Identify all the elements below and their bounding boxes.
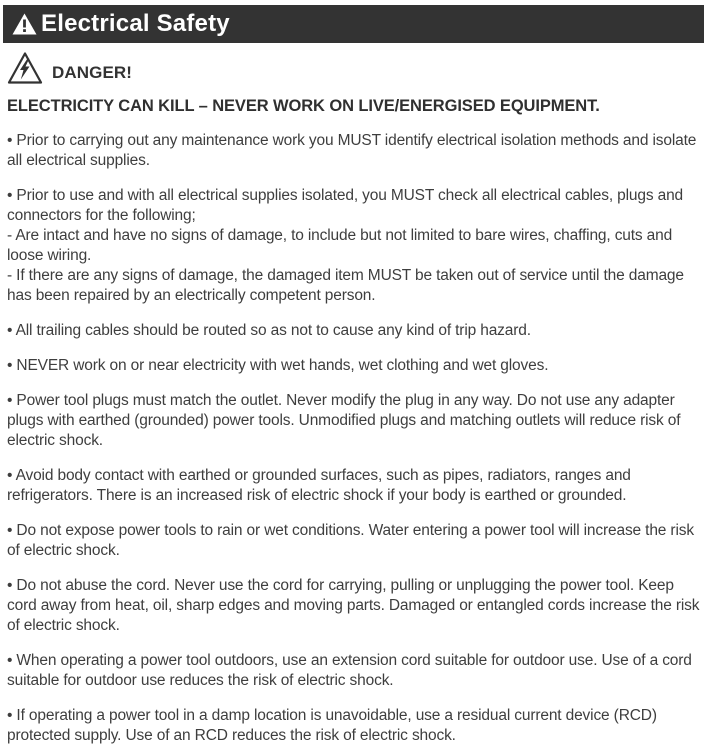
safety-paragraph	[7, 706, 702, 746]
warning-triangle-icon	[12, 13, 37, 35]
safety-paragraph	[7, 466, 702, 506]
bullet-text: • All trailing cables should be routed so as not to cause any kind of trip hazard.	[7, 322, 531, 339]
bullet-text: • When operating a power tool outdoors, use an extension cord suitable for outdoor use. Use of a cord suitable for outdoor use reduces the risk of electric shock.	[7, 652, 692, 689]
bullet-text: • If operating a power tool in a damp location is unavoidable, use a residual current device (RCD) protected supply. Use of an RCD reduces the risk of electric shock.	[7, 707, 657, 744]
safety-paragraph	[7, 521, 702, 561]
dash-subitem-text: - Are intact and have no signs of damage, to include but not limited to bare wires, chaffing, cuts and loose wiring.	[7, 227, 673, 264]
safety-paragraph	[7, 131, 702, 171]
high-voltage-icon	[7, 51, 43, 90]
bullet-text: • Prior to use and with all electrical supplies isolated, you MUST check all electrical cables, plugs and connectors for the following;	[7, 187, 684, 224]
dash-subitem-text: - If there are any signs of damage, the damaged item MUST be taken out of service until the damage has been repaired by an electrically competent person.	[7, 267, 684, 304]
bullet-text: • Do not abuse the cord. Never use the cord for carrying, pulling or unplugging the power tool. Keep cord away from heat, oil, sharp edges and moving parts. Damaged or entangled cords increase the risk of electric shock.	[7, 577, 700, 634]
document-body	[7, 50, 702, 746]
bullet-text: • Prior to carrying out any maintenance work you MUST identify electrical isolation methods and isolate all electrical supplies.	[7, 132, 697, 169]
bullet-text: • Power tool plugs must match the outlet. Never modify the plug in any way. Do not use any adapter plugs with earthed (grounded) power tools. Unmodified plugs and matching outlets will reduce risk of electric shock.	[7, 392, 681, 449]
bullet-text: • Avoid body contact with earthed or grounded surfaces, such as pipes, radiators, ranges and refrigerators. There is an increased risk of electric shock if your body is earthed or grounded.	[7, 467, 631, 504]
section-title: Electrical Safety	[41, 10, 230, 37]
bullet-text: • Do not expose power tools to rain or wet conditions. Water entering a power tool will increase the risk of electric shock.	[7, 522, 694, 559]
safety-paragraph	[7, 391, 702, 451]
safety-paragraph	[7, 356, 702, 376]
section-header-bar	[3, 5, 704, 43]
paragraph-list	[7, 131, 702, 746]
safety-paragraph	[7, 186, 702, 306]
lead-heading: ELECTRICITY CAN KILL – NEVER WORK ON LIVE/ENERGISED EQUIPMENT.	[7, 97, 600, 115]
safety-paragraph	[7, 576, 702, 636]
bullet-text: • NEVER work on or near electricity with wet hands, wet clothing and wet gloves.	[7, 357, 549, 374]
danger-label: DANGER!	[52, 63, 133, 82]
safety-paragraph	[7, 321, 702, 341]
safety-paragraph	[7, 651, 702, 691]
danger-heading-row	[7, 50, 702, 90]
